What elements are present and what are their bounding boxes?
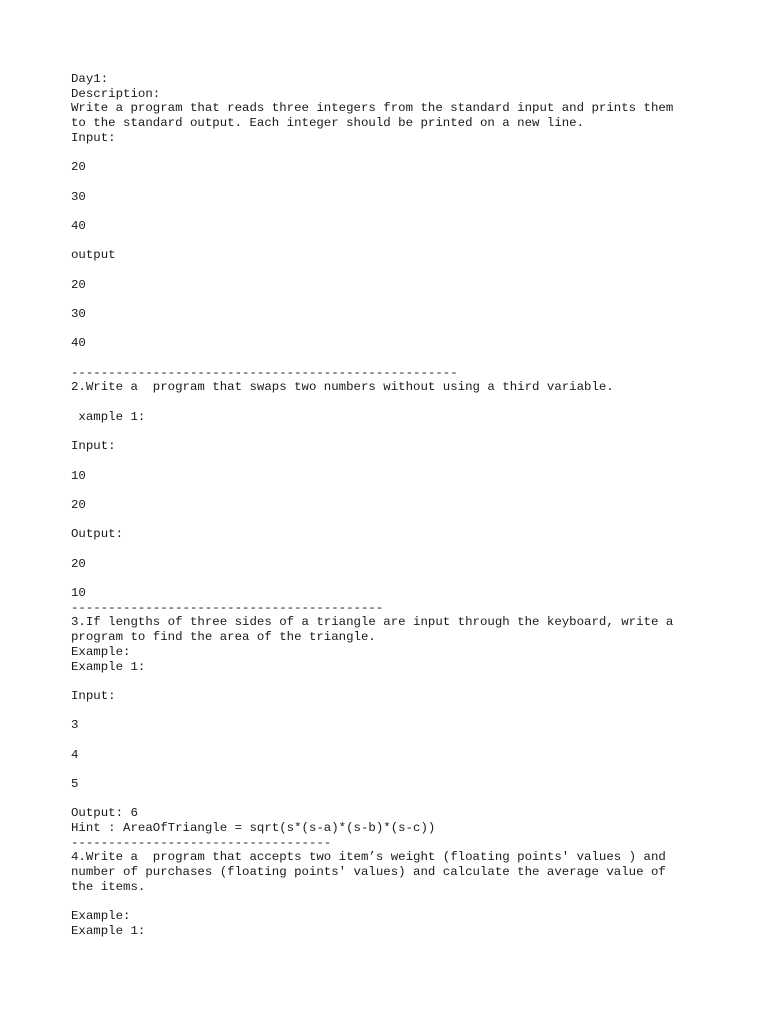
document-line: 3.If lengths of three sides of a triangle are input through the keyboard, write a [71,615,674,630]
document-line [71,674,751,689]
document-line: Day1: [71,72,109,86]
document-line [71,322,751,337]
document-line: program to find the area of the triangle. [71,630,376,645]
document-line: number of purchases (floating points' values) and calculate the average value of [71,865,666,880]
document-line [71,425,751,440]
document-line: Input: [71,439,116,454]
document-line [71,351,751,366]
document-line: Example 1: [71,659,146,674]
document-line [71,571,751,586]
document-line: Description: [71,86,161,101]
document-line: 20 [71,160,86,175]
document-line [71,895,751,910]
document-line: 20 [71,277,86,292]
document-line [71,792,751,807]
document-line: 10 [71,468,86,483]
document-line: Write a program that reads three integers from the standard input and prints them [71,101,674,116]
document-line [71,395,751,410]
document-line: 20 [71,556,86,571]
document-line [71,175,751,190]
document-line: Example 1: [71,923,146,938]
document-line [71,145,751,160]
document-line: 40 [71,336,86,351]
document-line [71,483,751,498]
document-line [71,454,751,469]
document-line: ---------------------------------------------------- [71,365,458,380]
document-line [71,542,751,557]
document-line: ----------------------------------- [71,835,332,850]
document-line: xample 1: [71,409,146,424]
document-line: 2.Write a program that swaps two numbers without using a third variable. [71,380,614,395]
document-line: 40 [71,218,86,233]
document-line: Output: 6 [71,806,138,821]
document-line: 4 [71,747,79,762]
document-line: 10 [71,586,86,601]
document-page [71,72,751,939]
document-line: 5 [71,777,79,791]
document-line: 30 [71,307,86,321]
document-line [71,292,751,307]
document-line: 4.Write a program that accepts two item’s weight (floating points' values ) and [71,850,666,865]
document-line [71,234,751,249]
document-line [71,733,751,748]
document-line: 20 [71,497,86,512]
document-line: output [71,248,116,263]
document-line [71,704,751,719]
document-line [71,762,751,777]
document-line: ------------------------------------------ [71,600,384,615]
document-line [71,513,751,528]
document-line: Input: [71,130,116,145]
document-line: Example: [71,909,131,924]
document-line: to the standard output. Each integer should be printed on a new line. [71,116,585,131]
document-line: 30 [71,189,86,204]
document-line [71,263,751,278]
document-line: Hint : AreaOfTriangle = sqrt(s*(s-a)*(s-b)*(s-c)) [71,821,436,836]
document-line [71,204,751,219]
document-line: Input: [71,688,116,703]
document-line: 3 [71,718,79,733]
document-line: the items. [71,879,146,894]
document-line: Output: [71,527,124,542]
document-line: Example: [71,644,131,659]
